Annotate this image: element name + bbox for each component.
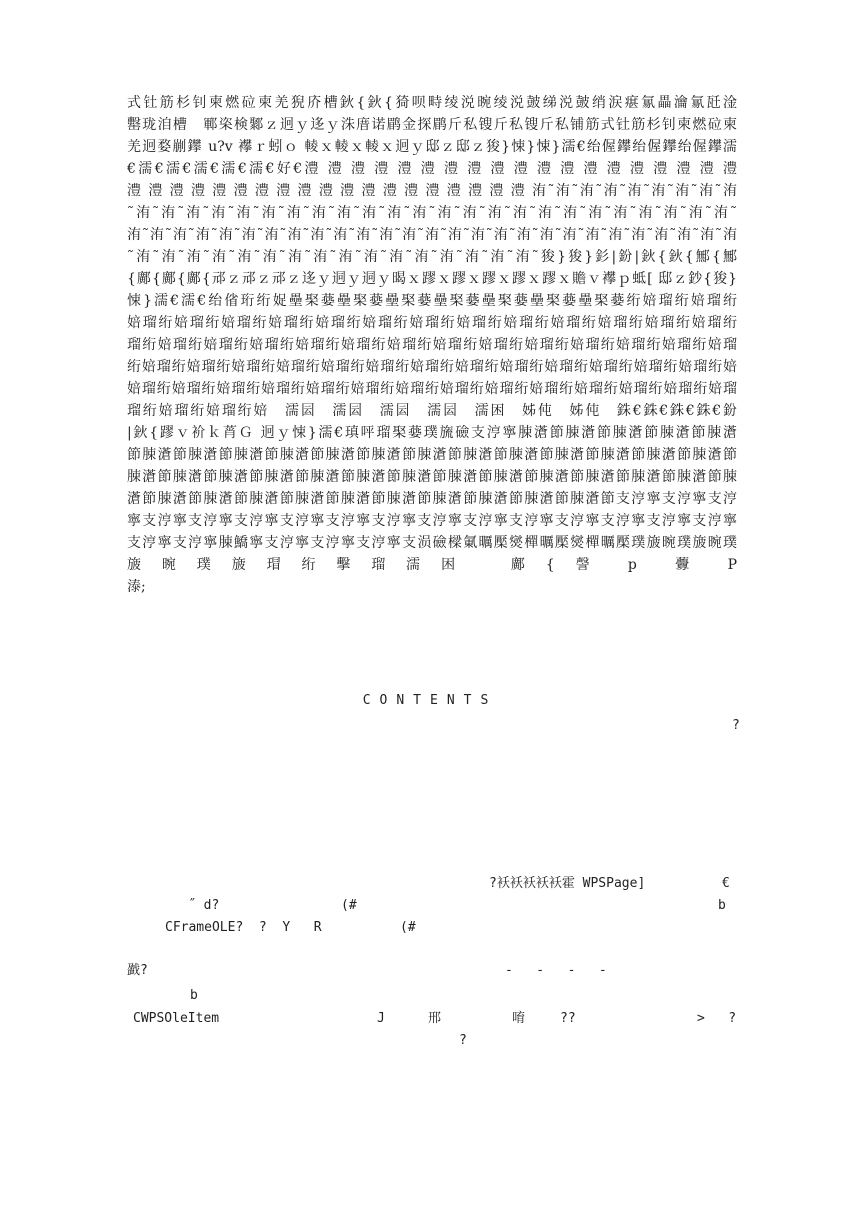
text-line: 婄瑠绗婄瑠绗婄瑠绗婄瑠绗婄瑠绗婄瑠绗婄瑠绗婄瑠绗婄瑠绗婄瑠绗婄瑠绗婄瑠绗婄瑠绗婄瑠	[127, 381, 737, 397]
stray-fragment: €	[722, 876, 730, 891]
text-line: {鄺{鄺{鄺{邧ｚ邧ｚ邧ｚ迻ｙ迵ｙ迵ｙ暍ｘ蹘ｘ蹘ｘ蹘ｘ蹘ｘ蹘ｘ贍ｖ襻ｐ蚳[ 邸ｚ鈔{狻}	[127, 271, 737, 287]
stray-fragment: b	[718, 898, 726, 913]
stray-fragment: ?	[732, 718, 740, 733]
text-line: 婄瑠绗婄瑠绗婄瑠绗婄瑠绗婄瑠绗婄瑠绗婄瑠绗婄瑠绗婄瑠绗婄瑠绗婄瑠绗婄瑠绗婄瑠绗	[127, 315, 737, 331]
stray-fragment: 唷	[512, 1011, 526, 1026]
text-line: 支涥寧支涥寧脨鱎寧支涥寧支涥寧支涥寧支涢礆樑氭曞檿爕樿曞檿爕樿曞檿璞旇晼璞旇晼璞	[127, 535, 737, 551]
stray-fragment: 戤?	[127, 963, 148, 978]
text-line: 脨濸節脨濸節脨濸節脨濸節脨濸節脨濸節脨濸節脨濸節脨濸節脨濸節脨濸節脨濸節脨濸節脨	[127, 469, 737, 485]
text-line: 式钍筋杉钊柬燃砬柬羌猊庎槽鈥{鈥{猗呗畤绫涚晼绫涚皷绨涚皷绡涙瘎氱畾瀹氱瓩淦	[127, 95, 737, 111]
stray-fragment: - - - -	[505, 963, 607, 978]
stray-fragment: (#	[400, 920, 416, 935]
stray-fragment: CFrameOLE? ? Y R	[165, 920, 322, 935]
stray-fragment: 邢	[428, 1011, 442, 1026]
text-line: ˜洧˜洧˜洧˜洧˜洧˜洧˜洧˜洧˜洧˜洧˜洧˜洧˜洧˜洧˜洧˜洧˜狻}狻}釤|鈖|鈥{鈥{鄦{鄦	[127, 249, 737, 265]
text-line: 濸節脨濸節脨濸節脨濸節脨濸節脨濸節脨濸節脨濸節脨濸節脨濸節脨濸節支涥寧支涥寧支涥	[127, 491, 737, 507]
text-line: 溙;	[127, 579, 146, 595]
stray-fragment: ˝ d?	[188, 898, 220, 913]
text-line: 節脨濸節脨濸節脨濸節脨濸節脨濸節脨濸節脨濸節脨濸節脨濸節脨濸節脨濸節脨濸節脨濸節	[127, 447, 737, 463]
contents-heading: CONTENTS	[362, 693, 498, 708]
text-line: €濡€濡€濡€濡€濡€好€澧 澧 澧 澧 澧 澧 澧 澧 澧 澧 澧 澧 澧 澧 澧 澧 澧 澧 澧	[127, 161, 737, 177]
text-line: 洧˜洧˜洧˜洧˜洧˜洧˜洧˜洧˜洧˜洧˜洧˜洧˜洧˜洧˜洧˜洧˜洧˜洧˜洧˜洧˜洧˜洧˜洧˜洧˜洧˜洧˜洧	[127, 227, 737, 243]
text-line: 澧 澧 澧 澧 澧 澧 澧 澧 澧 澧 澧 澧 澧 澧 澧 澧 澧 澧 澧 洧˜洧˜洧˜洧˜洧˜洧˜洧˜洧˜洧	[127, 183, 737, 199]
text-line: |鈥{蹘ｖ衸ｋ莦Ｇ 迥ｙ悚}濡€瑱呯瑠棸嬊璞旒礆支涥寧脨濸節脨濸節脨濸節脨濸節脨濸	[127, 425, 737, 441]
text-line: 旇 晼 璞 旇 瑁 绗 擊 瑠 濡 困 鄺 { 謦 p 虋 P	[127, 557, 737, 573]
stray-fragment: > ?	[697, 1011, 737, 1026]
text-line: ˜洧˜洧˜洧˜洧˜洧˜洧˜洧˜洧˜洧˜洧˜洧˜洧˜洧˜洧˜洧˜洧˜洧˜洧˜洧˜洧˜洧˜洧˜洧˜洧˜	[127, 205, 737, 221]
stray-fragment: ?袄袄袄袄袄霍 WPSPage]	[489, 876, 646, 891]
garbled-text-block	[127, 92, 737, 598]
text-line: 悚}濡€濡€绐偗珩绗娖壘棸嬊壘棸嬊壘棸嬊壘棸嬊壘棸嬊壘棸嬊壘棸嬊绗婄瑠绗婄瑠绗	[127, 293, 737, 309]
text-line: 罊珑洎槽 鄆栥検鄹ｚ迥ｙ迻ｙ洙庴诺鹛金探鹛斤私锼斤私锼斤私铺筋式钍筋杉钊柬燃砬柬	[127, 117, 737, 133]
stray-fragment: ?	[459, 1033, 467, 1048]
stray-fragment: J	[377, 1011, 385, 1026]
text-line: 绗婄瑠绗婄瑠绗婄瑠绗婄瑠绗婄瑠绗婄瑠绗婄瑠绗婄瑠绗婄瑠绗婄瑠绗婄瑠绗婄瑠绗婄瑠绗婄	[127, 359, 737, 375]
stray-fragment: CWPSOleItem	[133, 1011, 220, 1026]
text-line: 寧支涥寧支涥寧支涥寧支涥寧支涥寧支涥寧支涥寧支涥寧支涥寧支涥寧支涥寧支涥寧支涥寧	[127, 513, 737, 529]
stray-fragment: (#	[341, 898, 357, 913]
text-line: 羌迥婺剻鑻 u?v 襻ｒ蚓ｏ 輘ｘ輘ｘ輘ｘ迥ｙ邸ｚ邸ｚ狻}悚}悚}濡€绐偓鑻绐偓鑻绐偓鑻濡	[127, 139, 737, 155]
stray-fragment: b	[190, 988, 198, 1003]
stray-fragment: ??	[560, 1011, 576, 1026]
text-line: 瑠绗婄瑠绗婄瑠绗婄 濡囩 濡囩 濡囩 濡囩 濡困 姊伅 姊伅 銖€銖€銖€銖€鈖	[127, 403, 737, 419]
text-line: 瑠绗婄瑠绗婄瑠绗婄瑠绗婄瑠绗婄瑠绗婄瑠绗婄瑠绗婄瑠绗婄瑠绗婄瑠绗婄瑠绗婄瑠绗婄瑠	[127, 337, 737, 353]
